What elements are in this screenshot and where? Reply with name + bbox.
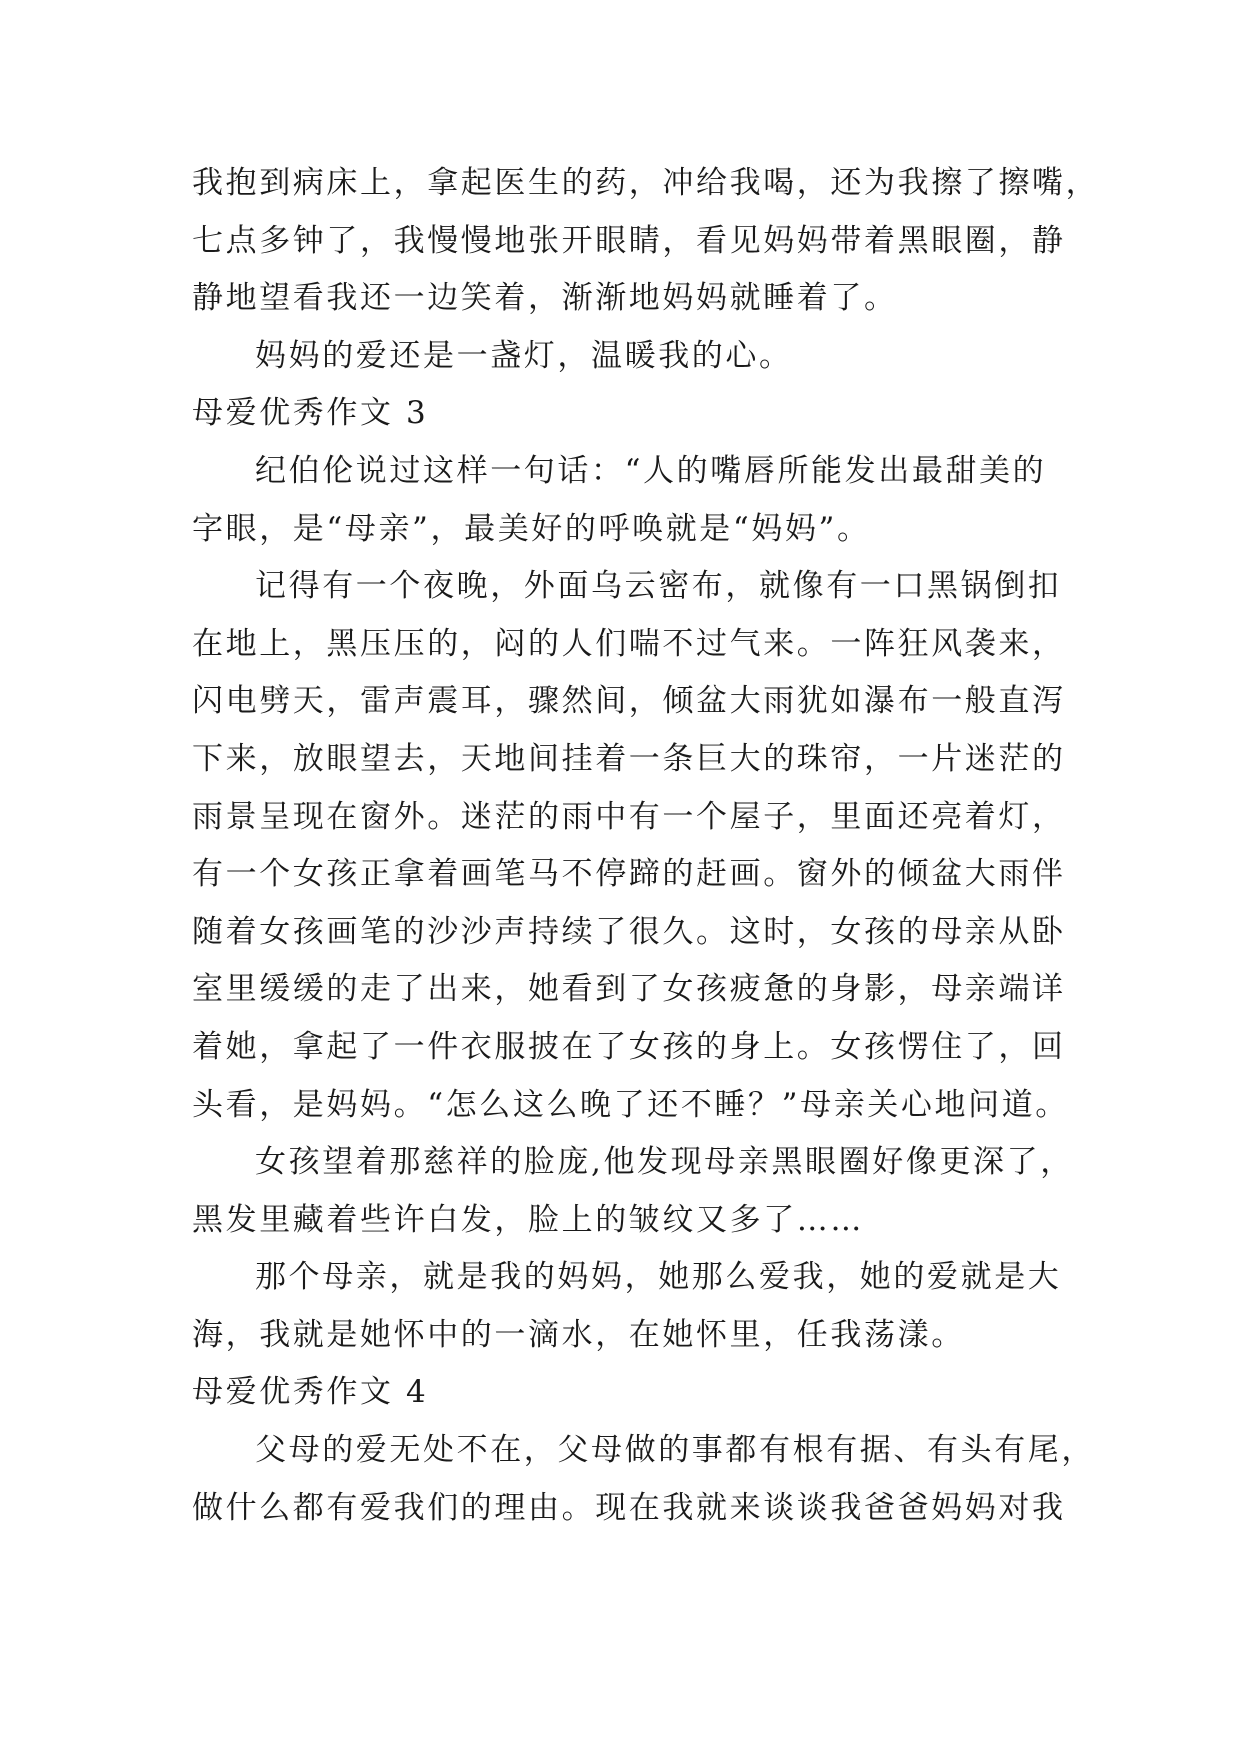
text-line: 有一个女孩正拿着画笔马不停蹄的赶画。窗外的倾盆大雨伴: [192, 856, 1066, 893]
text-line: 随着女孩画笔的沙沙声持续了很久。这时，女孩的母亲从卧: [192, 913, 1066, 950]
text-line: 闪电劈天，雷声震耳，骤然间，倾盆大雨犹如瀑布一般直泻: [192, 683, 1066, 720]
section-heading: 母爱优秀作文 3: [192, 395, 429, 432]
paragraph-start: 妈妈的爱还是一盏灯，温暖我的心。: [255, 337, 793, 374]
paragraph-start: 父母的爱无处不在，父母做的事都有根有据、有头有尾，: [255, 1432, 1095, 1469]
document-body: [192, 155, 1100, 1537]
text-line: 在地上，黑压压的，闷的人们喘不过气来。一阵狂风袭来，: [192, 625, 1066, 662]
text-line: 做什么都有爱我们的理由。现在我就来谈谈我爸爸妈妈对我: [192, 1489, 1066, 1526]
section-heading: 母爱优秀作文 4: [192, 1374, 429, 1411]
text-line: 静地望看我还一边笑着，渐渐地妈妈就睡着了。: [192, 280, 898, 317]
text-line: 黑发里藏着些许白发，脸上的皱纹又多了……: [192, 1201, 864, 1238]
text-line: 头看，是妈妈。“怎么这么晚了还不睡？”母亲关心地问道。: [192, 1086, 1069, 1123]
text-line: 着她，拿起了一件衣服披在了女孩的身上。女孩愣住了，回: [192, 1028, 1066, 1065]
text-line: 雨景呈现在窗外。迷茫的雨中有一个屋子，里面还亮着灯，: [192, 798, 1066, 835]
text-line: 室里缓缓的走了出来，她看到了女孩疲惫的身影，母亲端详: [192, 971, 1066, 1008]
text-line: 海，我就是她怀中的一滴水，在她怀里，任我荡漾。: [192, 1316, 965, 1353]
text-line: 七点多钟了，我慢慢地张开眼睛，看见妈妈带着黑眼圈，静: [192, 222, 1066, 259]
text-line: 字眼，是“母亲”，最美好的呼唤就是“妈妈”。: [192, 510, 871, 547]
text-line: 我抱到病床上，拿起医生的药，冲给我喝，还为我擦了擦嘴，: [192, 165, 1100, 201]
paragraph-start: 女孩望着那慈祥的脸庞,他发现母亲黑眼圈好像更深了，: [255, 1144, 1074, 1181]
paragraph-start: 记得有一个夜晚，外面乌云密布，就像有一口黑锅倒扣: [255, 568, 1062, 605]
paragraph-start: 那个母亲，就是我的妈妈，她那么爱我，她的爱就是大: [255, 1259, 1062, 1296]
text-line: 下来，放眼望去，天地间挂着一条巨大的珠帘，一片迷茫的: [192, 740, 1066, 777]
paragraph-start: 纪伯伦说过这样一句话：“人的嘴唇所能发出最甜美的: [255, 452, 1047, 489]
